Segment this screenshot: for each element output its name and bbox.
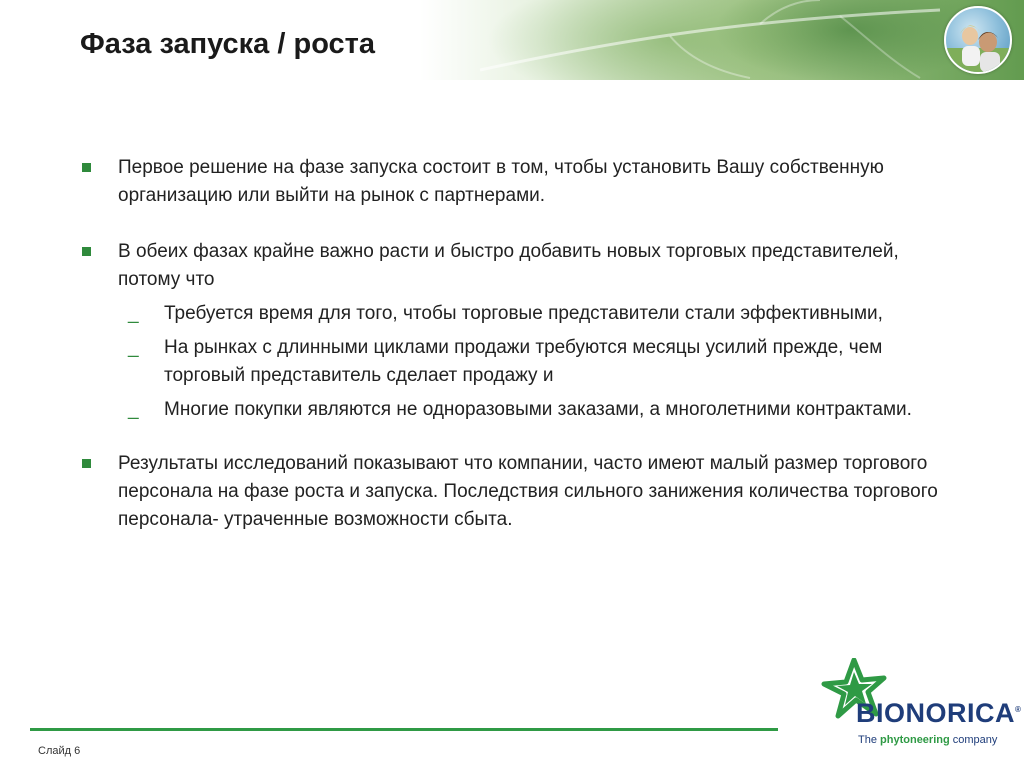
logo-tagline-suffix: company	[952, 734, 998, 746]
logo-tagline-prefix: The	[858, 734, 877, 746]
bullet-item	[80, 154, 960, 210]
green-square-bullet-icon	[82, 163, 91, 172]
sub-bullet-marker: _	[128, 399, 139, 420]
sub-bullet-item	[80, 300, 960, 328]
footer-divider	[30, 728, 778, 731]
logo-registered-mark: ®	[1015, 705, 1022, 714]
logo-wordmark	[856, 698, 1021, 729]
sub-bullet-marker: _	[128, 337, 139, 358]
logo-name: BIONORICA	[856, 698, 1015, 728]
sub-bullet-text: Требуется время для того, чтобы торговые представители стали эффективными,	[164, 303, 883, 324]
bullet-item	[80, 450, 960, 534]
leaf-veins-graphic	[420, 0, 1024, 80]
green-square-bullet-icon	[82, 247, 91, 256]
sub-bullet-item	[80, 334, 960, 390]
people-photo-graphic	[946, 8, 1010, 72]
logo-tagline-accent: phytoneering	[880, 734, 950, 746]
sub-bullet-text: На рынках с длинными циклами продажи требуются месяцы усилий прежде, чем торговый представитель сделает продажу и	[164, 337, 883, 386]
header-leaf-banner	[420, 0, 1024, 80]
header-photo	[944, 6, 1012, 74]
bionorica-logo	[818, 658, 1022, 752]
logo-tagline	[858, 734, 997, 746]
slide-title: Фаза запуска / роста	[80, 28, 375, 60]
sub-bullet-text: Многие покупки являются не одноразовыми заказами, а многолетними контрактами.	[164, 399, 912, 420]
bullet-text: В обеих фазах крайне важно расти и быстро добавить новых торговых представителей, потому что	[118, 241, 899, 290]
green-square-bullet-icon	[82, 459, 91, 468]
content-area	[80, 154, 960, 562]
slide-number: Слайд 6	[38, 745, 81, 757]
sub-bullet-item	[80, 396, 960, 424]
bullet-text: Первое решение на фазе запуска состоит в том, чтобы установить Вашу собственную организацию или выйти на рынок с партнерами.	[118, 157, 884, 206]
bullet-text: Результаты исследований показывают что компании, часто имеют малый размер торгового персонала на фазе роста и запуска. Последствия сильного занижения количества торгового персонала- утраченные возможности сбыта.	[118, 453, 938, 530]
bullet-item	[80, 238, 960, 424]
sub-bullet-marker: _	[128, 303, 139, 324]
